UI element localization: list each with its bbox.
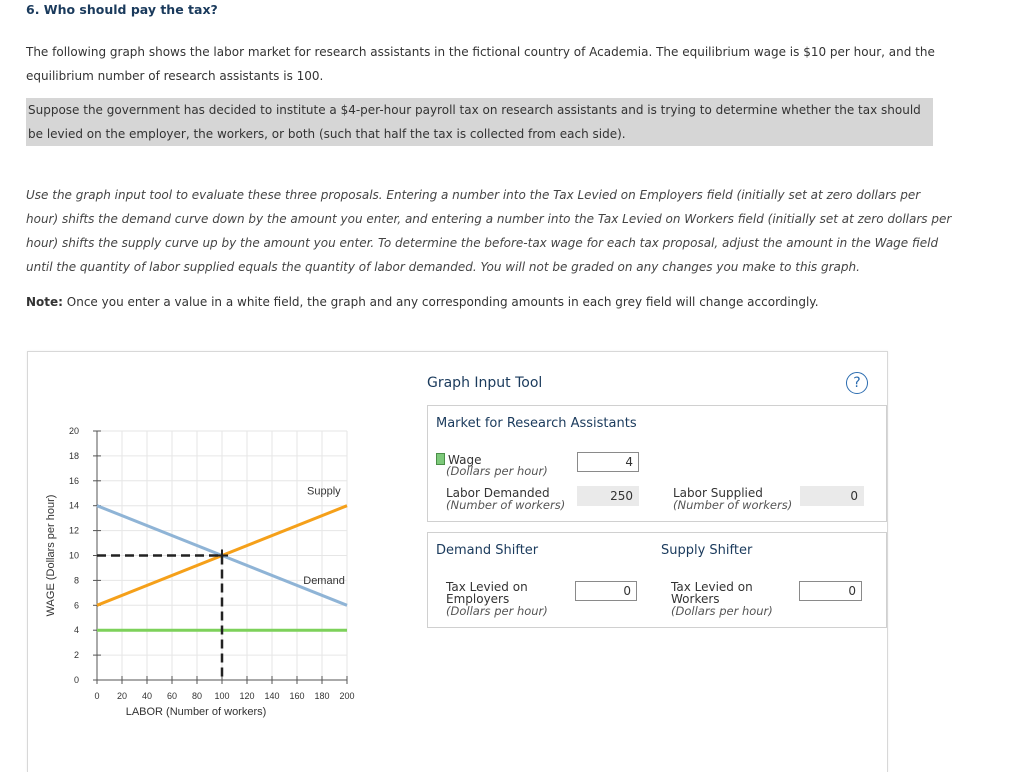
x-tick-label: 160 (289, 691, 305, 701)
labor-supplied-unit: (Number of workers) (673, 498, 793, 512)
worker-tax-label-2: Workers (671, 592, 720, 606)
y-tick-label: 6 (73, 600, 79, 611)
worker-tax-unit: (Dollars per hour) (671, 604, 773, 618)
x-tick-label: 20 (116, 691, 128, 701)
employer-tax-input[interactable]: 0 (575, 581, 637, 601)
x-tick-label: 120 (239, 691, 255, 701)
wage-swatch-icon (436, 453, 445, 465)
employer-tax-label-2: Employers (446, 592, 510, 606)
x-tick-label: 80 (191, 691, 203, 701)
labor-market-chart[interactable] (28, 352, 418, 772)
worker-tax-input[interactable]: 0 (799, 581, 862, 601)
x-tick-label: 100 (214, 691, 230, 701)
y-tick-label: 8 (73, 575, 79, 586)
question-title: 6. Who should pay the tax? (26, 2, 218, 17)
y-tick-label: 2 (73, 650, 79, 661)
labor-demanded-value: 250 (577, 486, 639, 506)
help-icon[interactable]: ? (846, 372, 868, 394)
x-tick-label: 60 (166, 691, 178, 701)
labor-demanded-label: Labor Demanded (446, 486, 550, 500)
employer-tax-unit: (Dollars per hour) (446, 604, 548, 618)
demand-label: Demand (303, 575, 345, 588)
market-title: Market for Research Assistants (436, 416, 637, 431)
x-tick-label: 0 (94, 691, 100, 701)
y-tick-label: 16 (68, 475, 79, 486)
x-tick-label: 40 (141, 691, 153, 701)
x-tick-label: 140 (264, 691, 280, 701)
y-tick-label: 10 (68, 550, 79, 561)
y-tick-label: 12 (68, 525, 79, 536)
note-text: Once you enter a value in a white field, the graph and any corresponding amounts in each grey field will change accordingly. (62, 295, 819, 309)
y-tick-label: 0 (73, 675, 79, 685)
y-tick-label: 14 (68, 500, 79, 511)
tax-scenario-highlight: Suppose the government has decided to institute a $4-per-hour payroll tax on research assistants and is trying to determine whether the tax should be levied on the employer, the workers, or both (such that half the tax is collected from each side). (26, 98, 933, 146)
question-intro: The following graph shows the labor market for research assistants in the fictional country of Academia. The equilibrium wage is $10 per hour, and the equilibrium number of research assistants is 100. (26, 45, 935, 83)
y-axis-title: WAGE (Dollars per hour) (45, 494, 57, 617)
instructions: Use the graph input tool to evaluate these three proposals. Entering a number into the Tax Levied on Employers field (initially set at zero dollars per hour) shifts the demand curve down by the amount you enter, and entering a number into the Tax Levied on Workers field (initially set at zero dollars per hour) shifts the supply curve up by the amount you enter. To determine the before-tax wage for each tax proposal, adjust the amount in the Wage field until the quantity of labor supplied equals the quantity of labor demanded. You will not be graded on any changes you make to this graph. (26, 188, 952, 274)
demand-shifter-title: Demand Shifter (436, 543, 539, 558)
supply-label: Supply (307, 485, 341, 498)
wage-input[interactable]: 4 (577, 452, 639, 472)
graph-input-tool-title: Graph Input Tool (427, 375, 543, 391)
x-tick-label: 180 (314, 691, 330, 701)
employer-tax-label: Tax Levied on (446, 580, 528, 594)
supply-shifter-title: Supply Shifter (661, 543, 753, 558)
labor-supplied-value: 0 (800, 486, 864, 506)
y-tick-label: 20 (68, 426, 79, 436)
y-tick-label: 18 (68, 450, 79, 461)
wage-unit: (Dollars per hour) (446, 464, 548, 478)
x-axis-title: LABOR (Number of workers) (125, 706, 267, 718)
labor-supplied-label: Labor Supplied (673, 486, 763, 500)
worker-tax-label: Tax Levied on (671, 580, 753, 594)
labor-demanded-unit: (Number of workers) (446, 498, 566, 512)
x-tick-label: 200 (339, 691, 355, 701)
note (26, 290, 956, 314)
wage-label: Wage (436, 453, 481, 466)
note-label: Note: (26, 295, 63, 309)
y-tick-label: 4 (73, 625, 79, 636)
